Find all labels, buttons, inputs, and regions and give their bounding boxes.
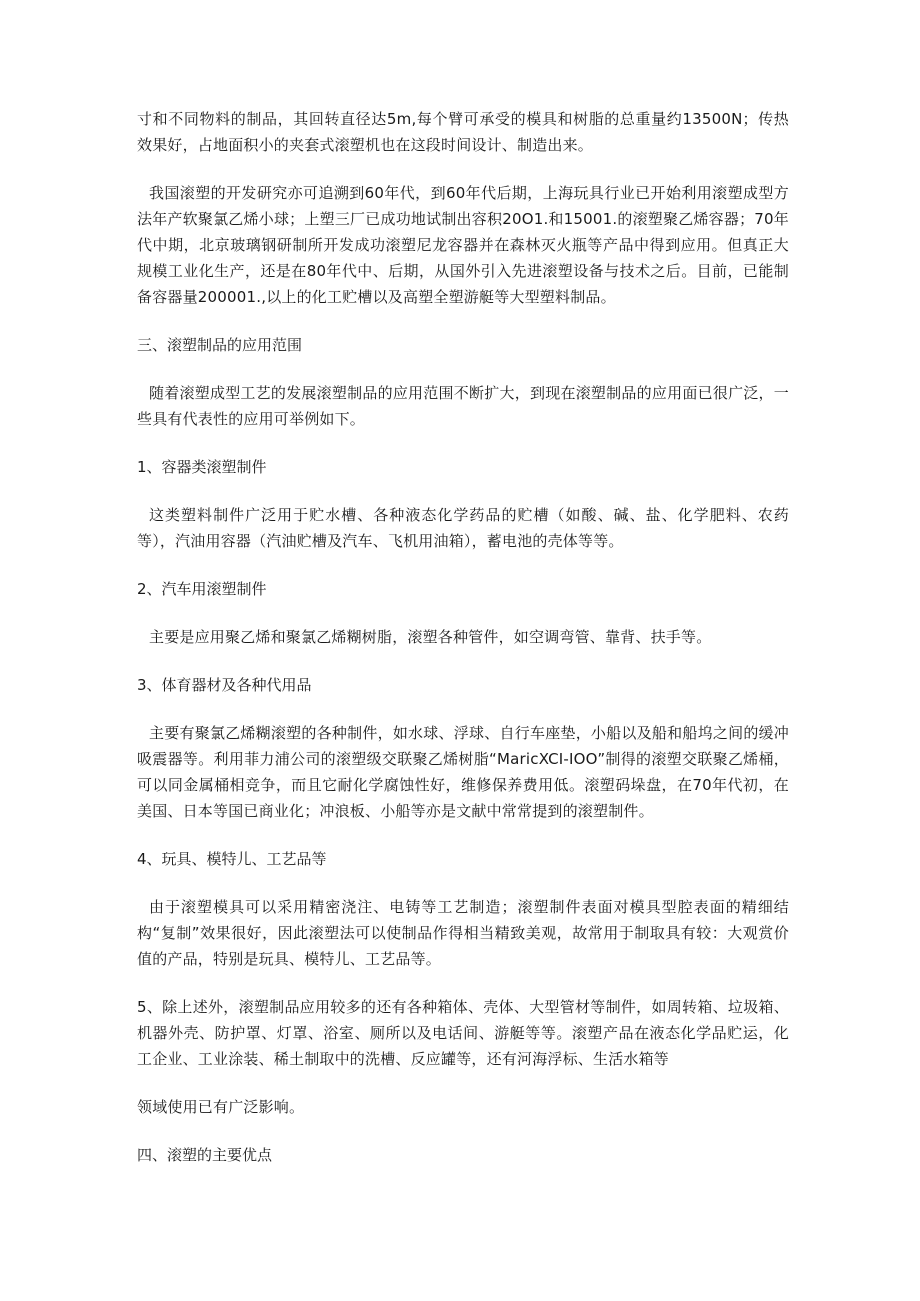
paragraph: 随着滚塑成型工艺的发展滚塑制品的应用范围不断扩大，到现在滚塑制品的应用面已很广泛，一些具有代表性的应用可举例如下。 [137,384,789,428]
paragraph: 领域使用已有广泛影响。 [137,1098,305,1116]
paragraph: 主要是应用聚乙烯和聚氯乙烯糊树脂，滚塑各种管件，如空调弯管、靠背、扶手等。 [149,628,712,646]
paragraph: 主要有聚氯乙烯糊滚塑的各种制件，如水球、浮球、自行车座垫，小船以及船和船坞之间的缓冲吸震器等。利用菲力浦公司的滚塑级交联聚乙烯树脂“MaricXCI-IOO”制得的滚塑交联聚乙烯桶，可以同金属桶相竞争，而且它耐化学腐蚀性好，维修保养费用低。滚塑码垛盘，在70年代初，在美国、日本等国已商业化；冲浪板、小船等亦是文献中常常提到的滚塑制件。 [137,724,789,820]
subsection-heading: 3、体育器材及各种代用品 [137,676,312,694]
section-heading: 三、滚塑制品的应用范围 [137,336,303,354]
paragraph: 这类塑料制件广泛用于贮水槽、各种液态化学药品的贮槽（如酸、碱、盐、化学肥料、农药等），汽油用容器（汽油贮槽及汽车、飞机用油箱），蓄电池的壳体等等。 [137,506,789,550]
section-heading: 四、滚塑的主要优点 [137,1146,273,1164]
subsection-heading: 4、玩具、模特儿、工艺品等 [137,850,327,868]
document-body [137,106,789,1190]
subsection-heading: 2、汽车用滚塑制件 [137,580,267,598]
paragraph: 由于滚塑模具可以采用精密浇注、电铸等工艺制造；滚塑制件表面对模具型腔表面的精细结构“复制”效果很好，因此滚塑法可以使制品作得相当精致美观，故常用于制取具有较：大观赏价值的产品，特别是玩具、模特儿、工艺品等。 [137,898,789,968]
paragraph: 5、除上述外，滚塑制品应用较多的还有各种箱体、壳体、大型管材等制件，如周转箱、垃圾箱、机器外壳、防护罩、灯罩、浴室、厕所以及电话间、游艇等等。滚塑产品在液态化学品贮运，化工企业、工业涂装、稀土制取中的洗槽、反应罐等，还有河海浮标、生活水箱等 [137,998,789,1068]
paragraph: 寸和不同物料的制品，其回转直径达5m,每个臂可承受的模具和树脂的总重量约13500N；传热效果好，占地面积小的夹套式滚塑机也在这段时间设计、制造出来。 [137,110,789,154]
subsection-heading: 1、容器类滚塑制件 [137,458,267,476]
paragraph: 我国滚塑的开发研究亦可追溯到60年代，到60年代后期，上海玩具行业已开始利用滚塑成型方法年产软聚氯乙烯小球；上塑三厂已成功地试制出容积20O1.和15001.的滚塑聚乙烯容器；70年代中期，北京玻璃钢研制所开发成功滚塑尼龙容器并在森林灭火瓶等产品中得到应用。但真正大规模工业化生产，还是在80年代中、后期，从国外引入先进滚塑设备与技术之后。目前，已能制备容器量200001.,以上的化工贮槽以及高塑全塑游艇等大型塑料制品。 [137,184,789,306]
